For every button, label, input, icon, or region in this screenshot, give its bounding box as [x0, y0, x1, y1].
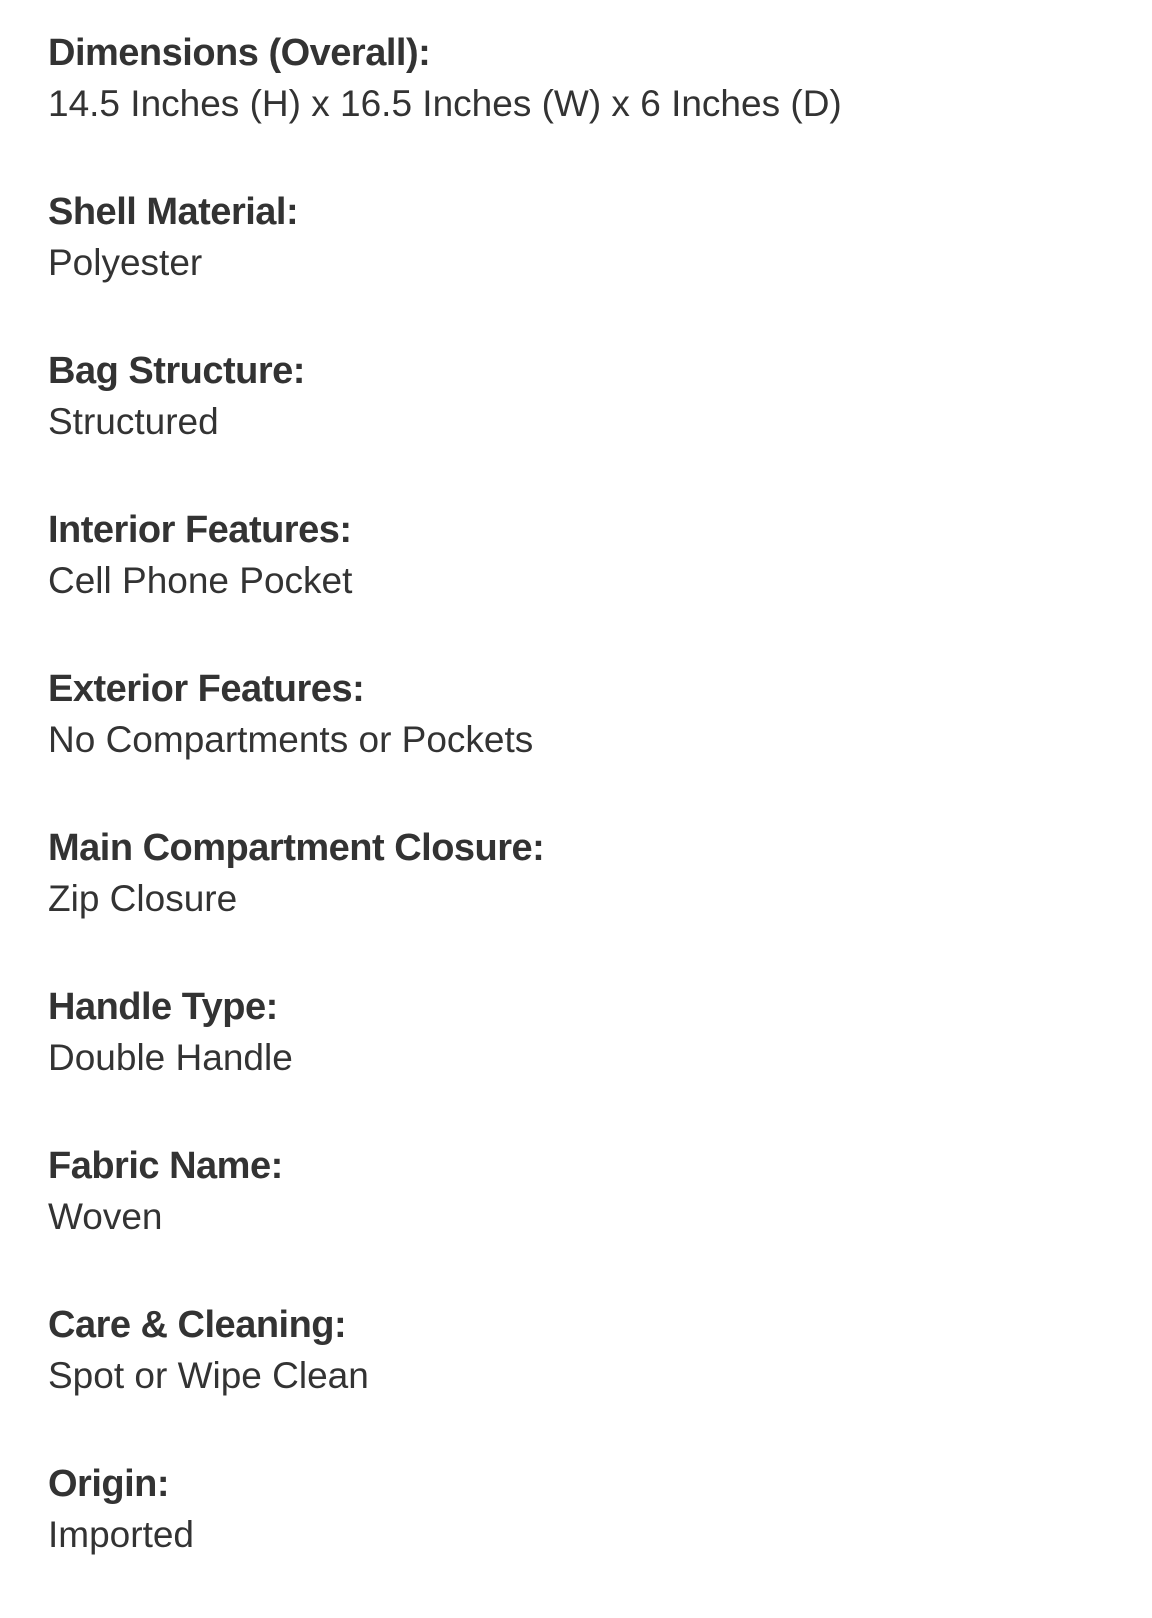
spec-label: Bag Structure:	[48, 350, 305, 392]
spec-label: Care & Cleaning:	[48, 1304, 347, 1346]
spec-bag-structure	[48, 346, 1128, 505]
spec-value: No Compartments or Pockets	[48, 719, 534, 760]
spec-value: Structured	[48, 401, 219, 442]
spec-exterior-features	[48, 664, 1128, 823]
spec-interior-features	[48, 505, 1128, 664]
spec-shell-material	[48, 187, 1128, 346]
spec-label: Fabric Name:	[48, 1145, 283, 1187]
spec-care-cleaning	[48, 1300, 1128, 1459]
spec-origin	[48, 1459, 1128, 1618]
spec-value: 14.5 Inches (H) x 16.5 Inches (W) x 6 Inches (D)	[48, 83, 842, 124]
spec-dimensions	[48, 28, 1128, 187]
spec-value: Spot or Wipe Clean	[48, 1355, 369, 1396]
spec-main-compartment-closure	[48, 823, 1128, 982]
spec-value: Zip Closure	[48, 878, 238, 919]
spec-value: Woven	[48, 1196, 163, 1237]
spec-value: Polyester	[48, 242, 203, 283]
spec-fabric-name	[48, 1141, 1128, 1300]
spec-label: Exterior Features:	[48, 668, 365, 710]
spec-value: Double Handle	[48, 1037, 293, 1078]
spec-label: Interior Features:	[48, 509, 352, 551]
product-specifications	[48, 28, 1128, 1618]
spec-label: Origin:	[48, 1463, 170, 1505]
spec-value: Imported	[48, 1514, 195, 1555]
spec-handle-type	[48, 982, 1128, 1141]
spec-label: Dimensions (Overall):	[48, 32, 431, 74]
spec-label: Handle Type:	[48, 986, 278, 1028]
spec-label: Shell Material:	[48, 191, 299, 233]
spec-label: Main Compartment Closure:	[48, 827, 545, 869]
spec-value: Cell Phone Pocket	[48, 560, 353, 601]
